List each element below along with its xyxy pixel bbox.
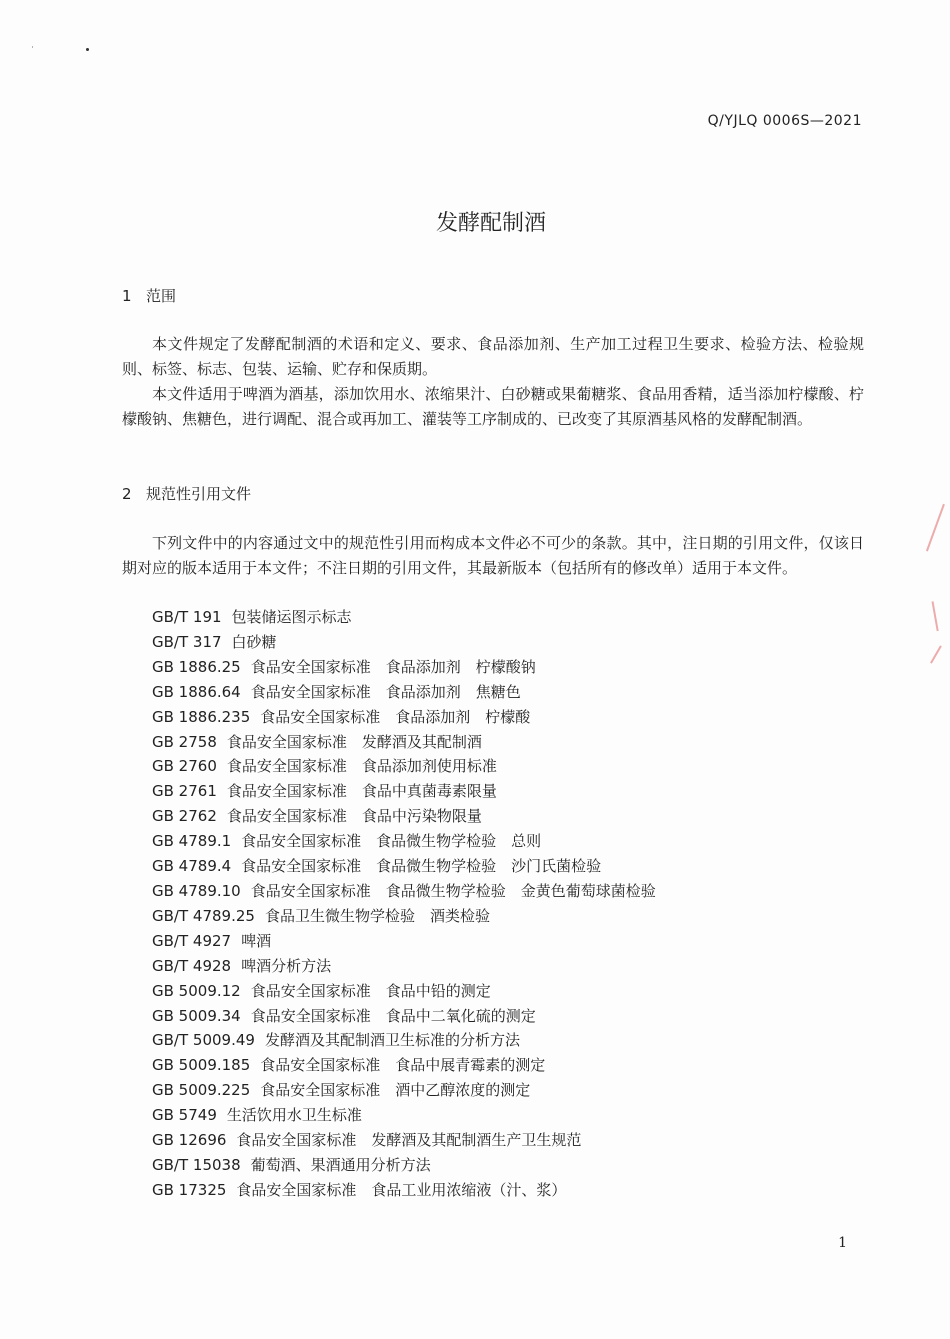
reference-item <box>152 655 656 680</box>
references-intro-paragraph: 下列文件中的内容通过文中的规范性引用而构成本文件必不可少的条款。其中，注日期的引用文件，仅该日期对应的版本适用于本文件；不注日期的引用文件，其最新版本（包括所有的修改单）适用于本文件。 <box>122 534 864 577</box>
reference-code: GB 1886.235 <box>152 707 251 726</box>
reference-title: 食品安全国家标准 食品添加剂 柠檬酸 <box>260 707 531 726</box>
section-number: 1 <box>122 287 132 305</box>
reference-title: 生活饮用水卫生标准 <box>226 1106 362 1125</box>
reference-item <box>152 754 656 779</box>
section-number: 2 <box>122 485 132 503</box>
reference-code: GB 4789.1 <box>152 832 232 851</box>
reference-title: 食品安全国家标准 发酵酒及其配制酒生产卫生规范 <box>236 1131 582 1150</box>
reference-title: 白砂糖 <box>231 632 277 651</box>
page-number: 1 <box>838 1235 847 1251</box>
reference-item <box>152 1078 656 1103</box>
reference-code: GB 5009.12 <box>152 981 241 1000</box>
reference-code: GB 17325 <box>152 1180 227 1199</box>
reference-title: 食品安全国家标准 食品微生物学检验 金黄色葡萄球菌检验 <box>250 881 656 900</box>
reference-item <box>152 879 656 904</box>
reference-title: 包装储运图示标志 <box>231 608 352 626</box>
reference-item <box>152 680 656 705</box>
reference-item <box>152 929 656 954</box>
reference-item <box>152 1028 656 1053</box>
reference-code: GB 12696 <box>152 1131 227 1150</box>
reference-title: 食品安全国家标准 食品添加剂 焦糖色 <box>250 682 521 701</box>
reference-list <box>152 605 656 1203</box>
reference-title: 食品安全国家标准 食品微生物学检验 总则 <box>241 832 542 851</box>
reference-title: 食品安全国家标准 食品中铅的测定 <box>250 981 491 1000</box>
document-title: 发酵配制酒 <box>435 211 546 236</box>
reference-title: 食品安全国家标准 食品工业用浓缩液（汁、浆） <box>236 1180 567 1199</box>
reference-code: GB 4789.4 <box>152 857 232 876</box>
reference-code: GB/T 191 <box>152 608 222 626</box>
reference-item <box>152 779 656 804</box>
reference-title: 食品安全国家标准 食品中二氧化硫的测定 <box>250 1006 536 1025</box>
section-heading-normative-references <box>122 483 251 504</box>
reference-title: 食品安全国家标准 发酵酒及其配制酒 <box>226 732 482 751</box>
reference-code: GB 5009.225 <box>152 1081 251 1100</box>
reference-code: GB 2758 <box>152 732 217 751</box>
reference-code: GB 4789.10 <box>152 881 241 900</box>
reference-title: 食品卫生微生物学检验 酒类检验 <box>264 906 490 925</box>
reference-item <box>152 829 656 854</box>
reference-title: 食品安全国家标准 食品中污染物限量 <box>226 807 482 826</box>
reference-item <box>152 954 656 979</box>
reference-item <box>152 1103 656 1128</box>
reference-item <box>152 1153 656 1178</box>
section-title: 规范性引用文件 <box>146 485 252 503</box>
reference-title: 食品安全国家标准 酒中乙醇浓度的测定 <box>260 1081 531 1100</box>
reference-item <box>152 730 656 755</box>
seal-edge-mark <box>926 504 950 556</box>
section-heading-scope <box>122 285 176 306</box>
scan-speck <box>86 48 89 51</box>
reference-title: 食品安全国家标准 食品微生物学检验 沙门氏菌检验 <box>241 857 602 876</box>
seal-edge-mark <box>930 645 950 670</box>
reference-item <box>152 854 656 879</box>
seal-edge-mark <box>932 599 950 631</box>
reference-title: 啤酒分析方法 <box>241 956 332 975</box>
reference-title: 啤酒 <box>241 931 272 950</box>
document-code: Q/YJLQ 0006S—2021 <box>707 113 862 129</box>
reference-code: GB 5009.185 <box>152 1056 251 1075</box>
scan-speck <box>32 46 33 48</box>
reference-code: GB/T 5009.49 <box>152 1031 255 1050</box>
reference-item <box>152 1004 656 1029</box>
reference-code: GB 5749 <box>152 1106 217 1125</box>
reference-code: GB 2761 <box>152 782 217 801</box>
reference-item <box>152 605 656 630</box>
reference-code: GB 2762 <box>152 807 217 826</box>
reference-title: 发酵酒及其配制酒卫生标准的分析方法 <box>264 1031 520 1050</box>
reference-item <box>152 705 656 730</box>
reference-code: GB/T 15038 <box>152 1155 241 1174</box>
reference-item <box>152 1128 656 1153</box>
reference-code: GB/T 4928 <box>152 956 232 975</box>
reference-code: GB/T 4789.25 <box>152 906 255 925</box>
reference-item <box>152 904 656 929</box>
reference-title: 食品安全国家标准 食品中真菌毒素限量 <box>226 782 497 801</box>
reference-title: 食品安全国家标准 食品中展青霉素的测定 <box>260 1056 546 1075</box>
reference-item <box>152 979 656 1004</box>
reference-title: 葡萄酒、果酒通用分析方法 <box>250 1155 431 1174</box>
reference-code: GB 1886.25 <box>152 657 241 676</box>
reference-code: GB/T 4927 <box>152 931 232 950</box>
section-title: 范围 <box>146 287 177 305</box>
reference-code: GB 5009.34 <box>152 1006 241 1025</box>
reference-item <box>152 1053 656 1078</box>
reference-item <box>152 1178 656 1203</box>
scope-paragraph-2: 本文件适用于啤酒为酒基，添加饮用水、浓缩果汁、白砂糖或果葡糖浆、食品用香精，适当添加柠檬酸、柠檬酸钠、焦糖色，进行调配、混合或再加工、灌装等工序制成的、已改变了其原酒基风格的发酵配制酒。 <box>122 385 864 428</box>
reference-item <box>152 804 656 829</box>
reference-title: 食品安全国家标准 食品添加剂 柠檬酸钠 <box>250 657 536 676</box>
scope-paragraph-1: 本文件规定了发酵配制酒的术语和定义、要求、食品添加剂、生产加工过程卫生要求、检验方法、检验规则、标签、标志、包装、运输、贮存和保质期。 <box>122 335 864 378</box>
reference-code: GB 2760 <box>152 757 217 776</box>
reference-code: GB 1886.64 <box>152 682 241 701</box>
reference-code: GB/T 317 <box>152 632 222 651</box>
reference-item <box>152 630 656 655</box>
reference-title: 食品安全国家标准 食品添加剂使用标准 <box>226 757 497 776</box>
